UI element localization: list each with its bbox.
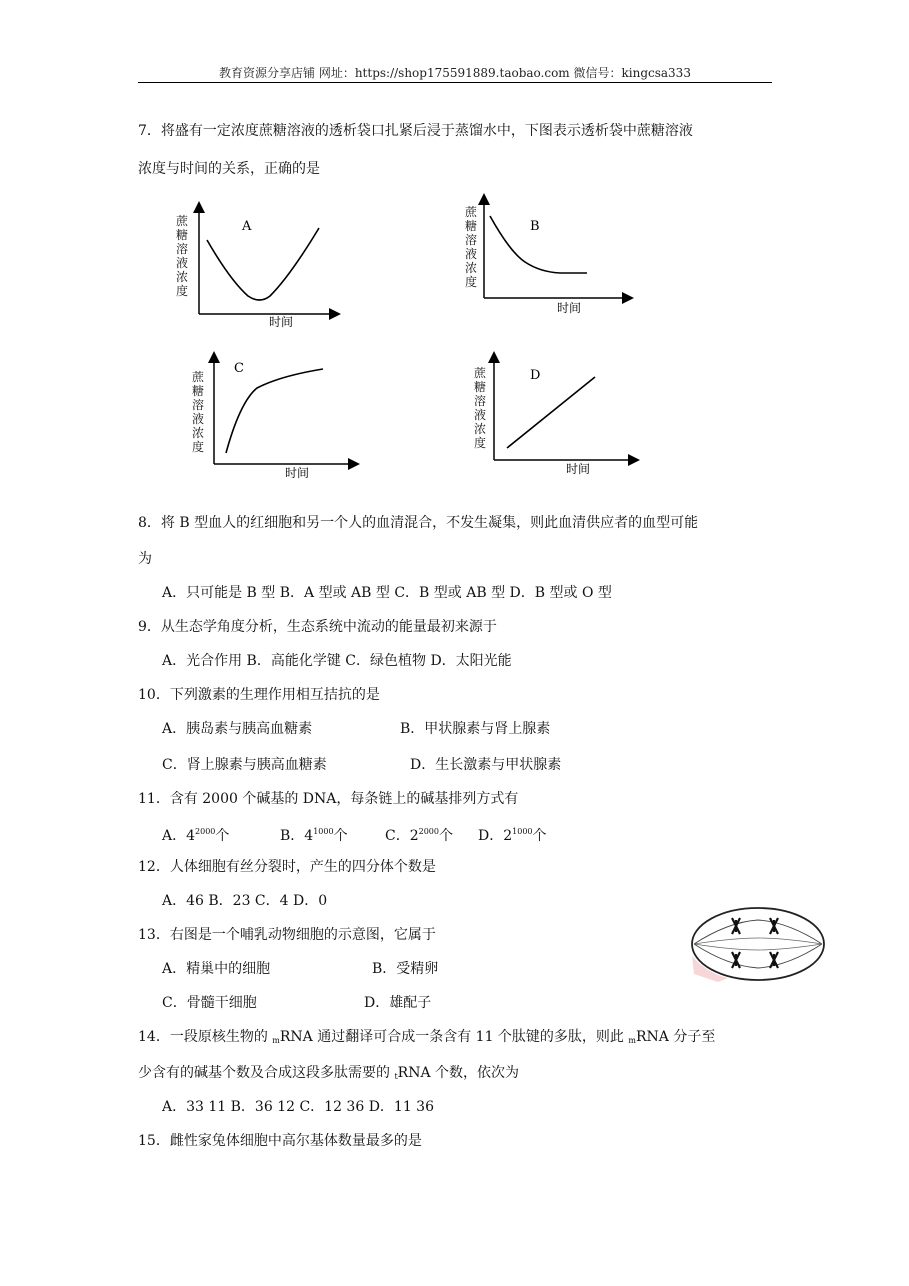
q11-option-d: D．$2^{1000}$个 <box>478 827 547 844</box>
q9-stem: 9．从生态学角度分析，生态系统中流动的能量最初来源于 <box>138 619 497 635</box>
q10-option-a: A．胰岛素与胰高血糖素 <box>162 721 313 737</box>
q8-stem-line1: 8．将 B 型血人的红细胞和另一个人的血清混合，不发生凝集，则此血清供应者的血型可能 <box>138 515 699 531</box>
header-divider <box>138 82 772 83</box>
q8-stem-line2: 为 <box>138 551 152 567</box>
graph-a-curve <box>207 228 319 300</box>
q14-options: A．33 11 B．36 12 C．12 36 D．11 36 <box>162 1099 435 1115</box>
graph-d-xlabel: 时间 <box>566 462 591 476</box>
q13-option-b: B．受精卵 <box>372 961 439 977</box>
q10-option-d: D．生长激素与甲状腺素 <box>410 757 562 773</box>
q12-stem: 12．人体细胞有丝分裂时，产生的四分体个数是 <box>138 859 436 875</box>
q7-stem-line2: 浓度与时间的关系，正确的是 <box>138 161 320 177</box>
graph-a-label: A <box>242 219 252 234</box>
q13-option-c: C．骨髓干细胞 <box>162 995 257 1011</box>
q10-option-b: B．甲状腺素与肾上腺素 <box>400 721 551 737</box>
q7-stem-line1: 7．将盛有一定浓度蔗糖溶液的透析袋口扎紧后浸于蒸馏水中，下图表示透析袋中蔗糖溶液 <box>138 123 693 139</box>
q13-option-a: A．精巢中的细胞 <box>162 961 271 977</box>
q15-stem: 15．雌性家兔体细胞中高尔基体数量最多的是 <box>138 1133 422 1149</box>
graph-d-ylabel: 蔗糖溶液浓度 <box>474 366 487 450</box>
cell-division-figure <box>688 904 828 984</box>
q10-option-c: C．肾上腺素与胰高血糖素 <box>162 757 327 773</box>
q8-options: A．只可能是 B 型 B．A 型或 AB 型 C．B 型或 AB 型 D．B 型或 O 型 <box>162 585 612 601</box>
q14-stem-line1: 14．一段原核生物的 $_m$RNA 通过翻译可合成一条含有 11 个肽键的多肽，则此 $_m$RNA 分子至 <box>138 1029 716 1045</box>
graph-c-label: C <box>234 361 244 376</box>
graph-b-ylabel: 蔗糖溶液浓度 <box>465 205 478 289</box>
graph-d-line <box>507 377 595 448</box>
q13-stem: 13．右图是一个哺乳动物细胞的示意图，它属于 <box>138 927 436 943</box>
graph-d-label: D <box>530 368 541 383</box>
graph-a-ylabel: 蔗糖溶液浓度 <box>176 214 189 298</box>
graph-c-curve <box>226 369 323 453</box>
q11-option-b: B．$4^{1000}$个 <box>280 827 348 844</box>
q13-option-d: D．雄配子 <box>364 995 432 1011</box>
q11-stem: 11．含有 2000 个碱基的 DNA，每条链上的碱基排列方式有 <box>138 791 519 807</box>
graph-b-label: B <box>530 219 540 234</box>
page-header: 教育资源分享店铺 网址：https://shop175591889.taobao.com 微信号：kingcsa333 <box>219 66 691 80</box>
q10-stem: 10．下列激素的生理作用相互拮抗的是 <box>138 687 380 703</box>
q12-options: A．46 B．23 C．4 D．0 <box>162 893 328 909</box>
q7-graph-d <box>465 350 645 478</box>
q14-stem-line2: 少含有的碱基个数及合成这段多肽需要的 $_t$RNA 个数，依次为 <box>138 1065 520 1081</box>
q9-options: A．光合作用 B．高能化学键 C．绿色植物 D．太阳光能 <box>162 653 512 669</box>
q7-graph-c <box>185 350 365 480</box>
graph-c-xlabel: 时间 <box>285 466 310 480</box>
q7-graph-b <box>455 190 645 320</box>
q11-option-a: A．$4^{2000}$个 <box>162 827 230 844</box>
q7-graph-a <box>170 196 350 336</box>
graph-b-xlabel: 时间 <box>557 301 582 315</box>
graph-a-xlabel: 时间 <box>269 315 294 329</box>
q11-option-c: C．$2^{2000}$个 <box>385 827 453 844</box>
graph-c-ylabel: 蔗糖溶液浓度 <box>192 370 205 454</box>
